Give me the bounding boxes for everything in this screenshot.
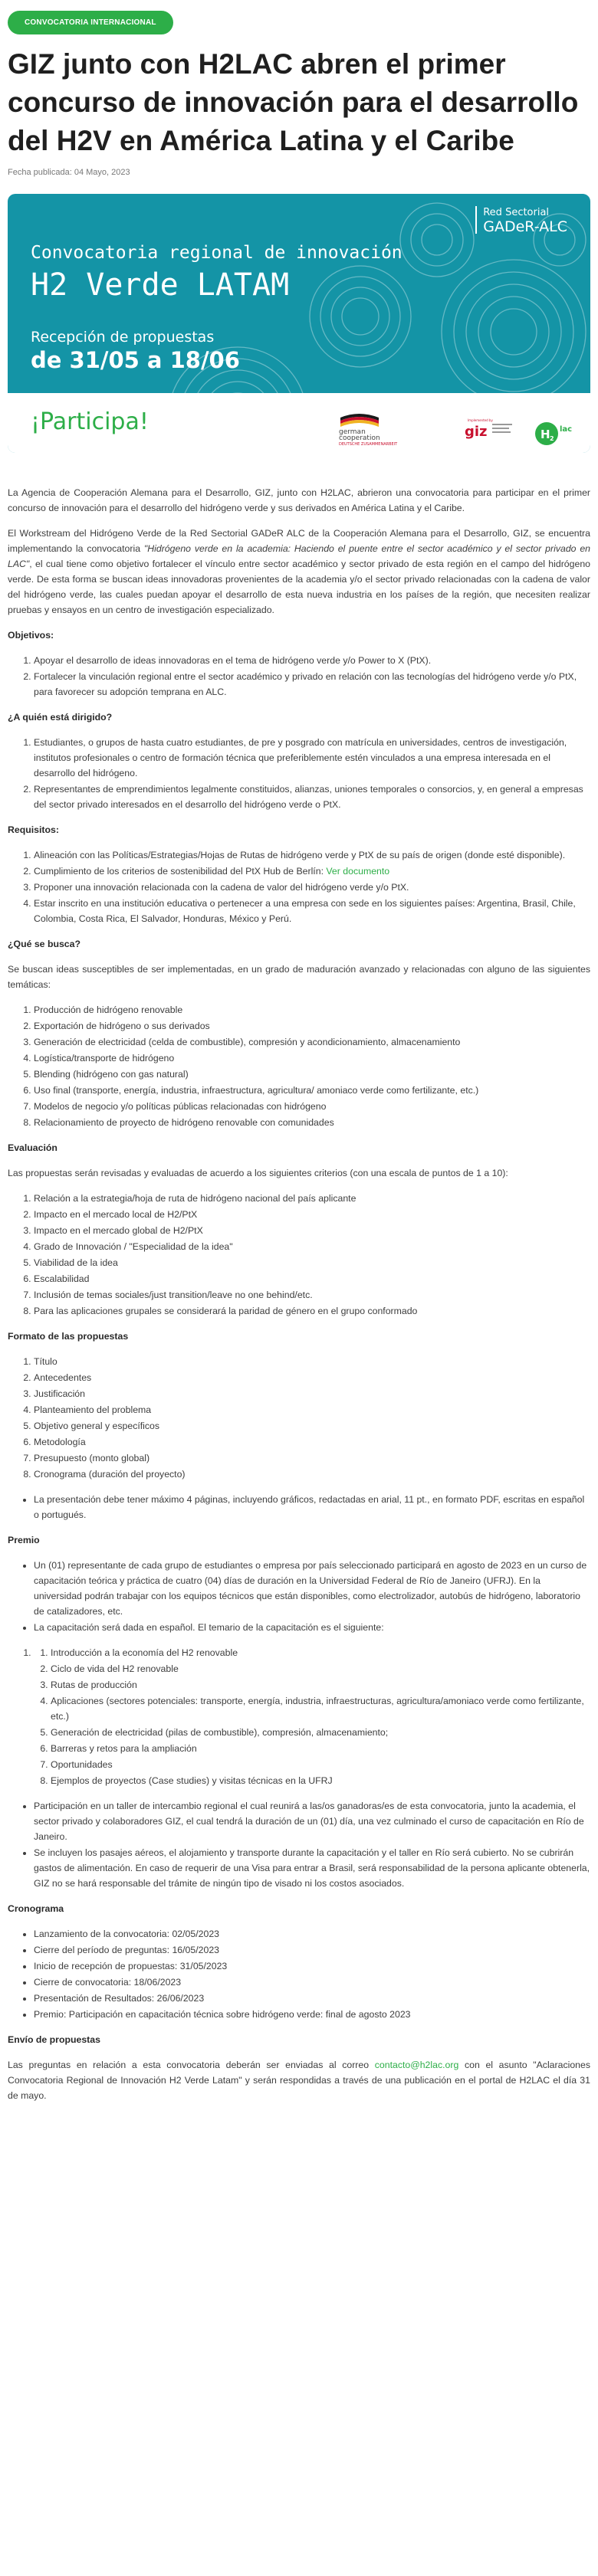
list-item: 4. Logística/transporte de hidrógeno xyxy=(34,1050,590,1066)
list-item: 2. Representantes de emprendimientos legalmente constituidos, alianzas, uniones temporales o consorcios, y, en general a empresas del sector privado interesados en el desarrollo del hidrógeno verde o PtX. xyxy=(34,782,590,812)
list-item: 4. Grado de Innovación / "Especialidad de la idea" xyxy=(34,1239,590,1254)
list-item: 6. Metodología xyxy=(34,1434,590,1450)
format-note-list xyxy=(8,1492,590,1522)
banner-title: H2 Verde LATAM xyxy=(31,267,290,303)
syllabus-outer-list xyxy=(8,1645,590,1788)
description-paragraph: El Workstream del Hidrógeno Verde de la Red Sectorial GADeR ALC de la Cooperación Alemana para el Desarrollo, GIZ, se encuentra implementando la convocatoria "Hidrógeno verde en la academia: Haciendo el puente entre el sector académico y el sector privado en LAC", el cual tiene como objetivo fortalecer el vínculo entre sector académico y sector privado de esta región en el campo del hidrógeno verde. De esta forma se buscan ideas innovadoras provenientes de la academia y/o el sector privado relacionadas con la cadena de valor del hidrógeno verde, las cuales puedan apoyar el desarrollo de esta nueva industria en los países de la región, que necesiten realizar pruebas y ensayos en un centro de investigación especializado. xyxy=(8,528,591,615)
banner-network-tag: Red Sectorial GADeR-ALC xyxy=(475,206,567,234)
submission-paragraph: Las preguntas en relación a esta convocatoria deberán ser enviadas al correo contacto@h2lac.org con el asunto "Aclaraciones Convocatoria Regional de Innovación H2 Verde Latam" y serán respondidas a través de una publicación en el portal de H2LAC el día 31 de mayo. xyxy=(8,2060,590,2101)
banner-reception-label: Recepción de propuestas xyxy=(31,329,215,346)
list-item: • Premio: Participación en capacitación técnica sobre hidrógeno verde: final de agosto 2023 xyxy=(34,2007,590,2022)
list-item: 3. Proponer una innovación relacionada con la cadena de valor del hidrógeno verde y/o PtX. xyxy=(34,880,590,895)
list-item: • Presentación de Resultados: 26/06/2023 xyxy=(34,1991,590,2006)
list-item: 2. Cumplimiento de los criterios de sostenibilidad del PtX Hub de Berlín: Ver documento xyxy=(34,864,590,879)
list-item: 7. Presupuesto (monto global) xyxy=(34,1450,590,1466)
svg-text:H: H xyxy=(540,428,550,441)
list-item: 6. Barreras y retos para la ampliación xyxy=(51,1741,590,1756)
syllabus-list xyxy=(34,1645,590,1788)
list-item: 2. Fortalecer la vinculación regional entre el sector académico y privado en relación con las tecnologías del hidrógeno verde y/o PtX, para favorecer su adopción temprana en ALC. xyxy=(34,669,590,700)
list-item: 2. Exportación de hidrógeno o sus derivados xyxy=(34,1018,590,1034)
list-item: • Se incluyen los pasajes aéreos, el alojamiento y transporte durante la capacitación y el taller en Río será cubierto. No se cubrirán gastos de alimentación. En caso de requerir de una Visa para entrar a Brasil, será responsabilidad de la persona aplicante obtenerla, GIZ no se hará responsable del trámite de ningún tipo de visado ni los costos asociados. xyxy=(34,1845,590,1891)
list-item: 1. Estudiantes, o grupos de hasta cuatro estudiantes, de pre y posgrado con matrícula en universidades, centros de investigación, institutos profesionales o centro de formación técnica que preferiblemente estén vinculados a una empresa interesada en el desarrollo del hidrógeno. xyxy=(34,735,590,781)
svg-text:german: german xyxy=(339,428,366,436)
svg-text:cooperation: cooperation xyxy=(339,434,380,442)
requirements-heading: Requisitos: xyxy=(8,824,59,835)
view-document-link[interactable]: Ver documento xyxy=(326,866,390,877)
banner-heading: Convocatoria regional de innovación xyxy=(31,243,402,263)
list-item: • Lanzamiento de la convocatoria: 02/05/2023 xyxy=(34,1926,590,1942)
list-item: • Un (01) representante de cada grupo de estudiantes o empresa por país seleccionado participará en agosto de 2023 en un curso de capacitación teórica y práctica de cuatro (04) días de duración en la Universidad Federal de Río de Janeiro (UFRJ). En la universidad podrán trabajar con los equipos técnicos que están disponibles, como electrolizador, autobús de hidrógeno, laboratorio de catalizadores, etc. xyxy=(34,1558,590,1619)
list-item: 1. Relación a la estrategia/hoja de ruta de hidrógeno nacional del país aplicante xyxy=(34,1191,590,1206)
svg-text:giz: giz xyxy=(465,424,488,440)
svg-text:Implemented by: Implemented by xyxy=(468,418,493,422)
svg-text:DEUTSCHE ZUSAMMENARBEIT: DEUTSCHE ZUSAMMENARBEIT xyxy=(339,442,398,447)
list-item: 3. Rutas de producción xyxy=(51,1677,590,1693)
prize-list xyxy=(8,1558,590,1635)
list-item: 4. Aplicaciones (sectores potenciales: transporte, energía, industria, infraestructuras, agricultura/amoniaco verde como fertilizante, etc.) xyxy=(51,1693,590,1724)
list-item: 7. Inclusión de temas sociales/just transition/leave no one behind/etc. xyxy=(34,1287,590,1303)
schedule-heading: Cronograma xyxy=(8,1903,64,1914)
list-item: • Cierre de convocatoria: 18/06/2023 xyxy=(34,1975,590,1990)
list-item: 3. Impacto en el mercado global de H2/PtX xyxy=(34,1223,590,1238)
objectives-list xyxy=(8,653,590,700)
evaluation-intro: Las propuestas serán revisadas y evaluadas de acuerdo a los siguientes criterios (con una escala de puntos de 1 a 10): xyxy=(8,1168,508,1178)
list-item: 6. Escalabilidad xyxy=(34,1271,590,1286)
sought-intro: Se buscan ideas susceptibles de ser implementadas, en un grado de maduración avanzado y relacionadas con alguno de las siguientes temáticas: xyxy=(8,964,590,990)
objectives-heading: Objetivos: xyxy=(8,630,54,641)
list-item: 4. Estar inscrito en una institución educativa o pertenecer a una empresa con sede en los siguientes países: Argentina, Brasil, Chile, Colombia, Costa Rica, El Salvador, Honduras, México y Perú. xyxy=(34,896,590,926)
format-list xyxy=(8,1354,590,1482)
list-item: 1. Apoyar el desarrollo de ideas innovadoras en el tema de hidrógeno verde y/o Power to X (PtX). xyxy=(34,653,590,668)
list-item: 5. Blending (hidrógeno con gas natural) xyxy=(34,1067,590,1082)
contact-email-link[interactable]: contacto@h2lac.org xyxy=(374,2060,459,2070)
list-item: • Cierre del período de preguntas: 16/05/2023 xyxy=(34,1942,590,1958)
list-item: 2. Ciclo de vida del H2 renovable xyxy=(51,1661,590,1676)
list-item: 7. Modelos de negocio y/o políticas públicas relacionadas con hidrógeno xyxy=(34,1099,590,1114)
sought-heading: ¿Qué se busca? xyxy=(8,939,80,949)
list-item: 3. Generación de electricidad (celda de combustible), compresión y acondicionamiento, almacenamiento xyxy=(34,1034,590,1050)
schedule-list xyxy=(8,1926,590,2022)
list-item: • Participación en un taller de intercambio regional el cual reunirá a las/os ganadoras/es de esta convocatoria, junto la academia, el sector privado y colaboradores GIZ, el cual tendrá la duración de un (01) día, una vez culminado el curso de capacitación en Río de Janeiro. xyxy=(34,1798,590,1844)
list-item: • Inicio de recepción de propuestas: 31/05/2023 xyxy=(34,1958,590,1974)
list-item: 2. Antecedentes xyxy=(34,1370,590,1385)
list-item: 8. Ejemplos de proyectos (Case studies) y visitas técnicas en la UFRJ xyxy=(51,1773,590,1788)
list-item: 5. Generación de electricidad (pilas de combustible), compresión, almacenamiento; xyxy=(51,1725,590,1740)
topics-list xyxy=(8,1002,590,1130)
list-item: 2. Impacto en el mercado local de H2/PtX xyxy=(34,1207,590,1222)
svg-text:2: 2 xyxy=(550,435,554,442)
list-item: 4. Planteamiento del problema xyxy=(34,1402,590,1417)
h2lac-logo xyxy=(534,421,580,447)
list-item: 6. Uso final (transporte, energía, industria, infraestructura, agricultura/ amoniaco verde como fertilizante, etc.) xyxy=(34,1083,590,1098)
format-heading: Formato de las propuestas xyxy=(8,1331,129,1342)
list-item: 1. Alineación con las Políticas/Estrategias/Hojas de Rutas de hidrógeno verde y PtX de su país de origen (donde esté disponible). xyxy=(34,847,590,863)
requirements-list xyxy=(8,847,590,926)
list-item: 7. Oportunidades xyxy=(51,1757,590,1772)
list-item: 1. Producción de hidrógeno renovable xyxy=(34,1002,590,1018)
category-badge[interactable]: CONVOCATORIA INTERNACIONAL xyxy=(8,11,173,34)
list-item: 8. Para las aplicaciones grupales se considerará la paridad de género en el grupo conformado xyxy=(34,1303,590,1319)
banner-dates: de 31/05 a 18/06 xyxy=(31,347,240,373)
list-item: 5. Viabilidad de la idea xyxy=(34,1255,590,1270)
article-body xyxy=(8,485,590,2103)
prize-heading: Premio xyxy=(8,1535,40,1545)
list-item: 3. Justificación xyxy=(34,1386,590,1401)
publish-date: Fecha publicada: 04 Mayo, 2023 xyxy=(8,168,130,177)
svg-text:lac: lac xyxy=(560,425,573,434)
list-item: 8. Relacionamiento de proyecto de hidrógeno renovable con comunidades xyxy=(34,1115,590,1130)
list-item: 8. Cronograma (duración del proyecto) xyxy=(34,1467,590,1482)
audience-list xyxy=(8,735,590,812)
prize-list-continued xyxy=(8,1798,590,1891)
list-item: 5. Objetivo general y específicos xyxy=(34,1418,590,1434)
list-item: 1. 1. Introducción a la economía del H2 renovable xyxy=(51,1645,590,1660)
list-item: 1. Título xyxy=(34,1354,590,1369)
list-item xyxy=(34,1645,590,1788)
list-item: • La presentación debe tener máximo 4 páginas, incluyendo gráficos, redactadas en arial, 11 pt., en formato PDF, escritas en español o portugués. xyxy=(34,1492,590,1522)
hero-banner xyxy=(8,194,590,453)
evaluation-heading: Evaluación xyxy=(8,1142,58,1153)
german-cooperation-logo xyxy=(336,410,428,447)
intro-paragraph: La Agencia de Cooperación Alemana para el Desarrollo, GIZ, junto con H2LAC, abrieron una convocatoria para participar en el primer concurso de innovación para el desarrollo del hidrógeno verde y sus derivados en América Latina y el Caribe. xyxy=(8,487,590,513)
giz-logo xyxy=(448,416,517,442)
submission-heading: Envío de propuestas xyxy=(8,2034,100,2045)
list-item: • La capacitación será dada en español. El temario de la capacitación es el siguiente: xyxy=(34,1620,590,1635)
criteria-list xyxy=(8,1191,590,1319)
audience-heading: ¿A quién está dirigido? xyxy=(8,712,113,723)
article-title: GIZ junto con H2LAC abren el primer concurso de innovación para el desarrollo del H2V en América Latina y el Caribe xyxy=(8,48,579,156)
banner-call-to-action: ¡Participa! xyxy=(31,408,149,435)
